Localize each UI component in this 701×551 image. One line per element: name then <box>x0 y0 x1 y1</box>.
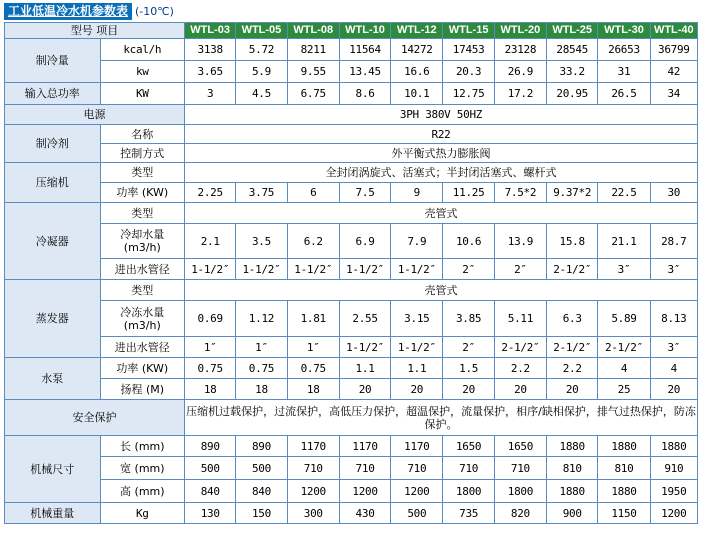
row-label <box>100 301 184 337</box>
compressor-type-value: 全封闭涡旋式、活塞式；半封闭活塞式、螺杆式 <box>185 163 698 183</box>
value-cell: 3″ <box>598 259 650 280</box>
value-cell: 18 <box>185 379 236 400</box>
table-row <box>5 358 698 379</box>
table-row <box>5 436 698 457</box>
value-cell: 0.75 <box>287 358 339 379</box>
value-cell: 1150 <box>598 503 650 524</box>
value-cell: 1880 <box>547 480 598 503</box>
value-cell: 20 <box>547 379 598 400</box>
table-row <box>5 203 698 224</box>
model-cell: WTL-03 <box>185 23 236 39</box>
value-cell: 26653 <box>598 39 650 61</box>
value-cell: 21.1 <box>598 224 650 259</box>
value-cell: 2.2 <box>494 358 546 379</box>
model-cell: WTL-25 <box>547 23 598 39</box>
row-label: 类型 <box>100 163 184 183</box>
value-cell: 17.2 <box>494 83 546 105</box>
value-cell: 15.8 <box>547 224 598 259</box>
value-cell: 3″ <box>650 337 697 358</box>
value-cell: 5.72 <box>236 39 287 61</box>
value-cell: 4 <box>650 358 697 379</box>
value-cell: 1″ <box>236 337 287 358</box>
value-cell: 4.5 <box>236 83 287 105</box>
value-cell: 810 <box>598 457 650 480</box>
value-cell: 430 <box>339 503 390 524</box>
table-row <box>5 39 698 61</box>
model-cell: WTL-12 <box>391 23 443 39</box>
value-cell: 3138 <box>185 39 236 61</box>
value-cell: 820 <box>494 503 546 524</box>
table-row <box>5 280 698 301</box>
category-safety: 安全保护 <box>5 400 185 436</box>
value-cell: 36799 <box>650 39 697 61</box>
row-label-unit: (m3/h) <box>123 241 161 254</box>
value-cell: 20 <box>391 379 443 400</box>
value-cell: 1.1 <box>391 358 443 379</box>
value-cell: 5.11 <box>494 301 546 337</box>
value-cell: 20 <box>494 379 546 400</box>
value-cell: 2-1/2″ <box>547 259 598 280</box>
row-label: 宽 (mm) <box>100 457 184 480</box>
value-cell: 1650 <box>494 436 546 457</box>
value-cell: 2.25 <box>185 183 236 203</box>
value-cell: 3.65 <box>185 61 236 83</box>
value-cell: 5.9 <box>236 61 287 83</box>
value-cell: 1950 <box>650 480 697 503</box>
table-row <box>5 183 698 203</box>
value-cell: 12.75 <box>443 83 494 105</box>
value-cell: 28.7 <box>650 224 697 259</box>
row-label <box>100 224 184 259</box>
value-cell: 20 <box>339 379 390 400</box>
value-cell: 33.2 <box>547 61 598 83</box>
table-row <box>5 125 698 144</box>
header-label: 型号 项目 <box>5 23 185 39</box>
row-label: 名称 <box>100 125 184 144</box>
value-cell: 11.25 <box>443 183 494 203</box>
value-cell: 1880 <box>650 436 697 457</box>
unit-cell: Kg <box>100 503 184 524</box>
row-label: 扬程 (M) <box>100 379 184 400</box>
model-cell: WTL-40 <box>650 23 697 39</box>
table-row <box>5 144 698 163</box>
value-cell: 31 <box>598 61 650 83</box>
table-row <box>5 61 698 83</box>
model-cell: WTL-20 <box>494 23 546 39</box>
value-cell: 710 <box>287 457 339 480</box>
value-cell: 1.5 <box>443 358 494 379</box>
value-cell: 1200 <box>339 480 390 503</box>
value-cell: 1200 <box>287 480 339 503</box>
value-cell: 2″ <box>494 259 546 280</box>
row-label-text: 冷却水量 <box>120 228 165 241</box>
value-cell: 710 <box>443 457 494 480</box>
value-cell: 25 <box>598 379 650 400</box>
value-cell: 1.12 <box>236 301 287 337</box>
refrigerant-name-value: R22 <box>185 125 698 144</box>
value-cell: 9 <box>391 183 443 203</box>
value-cell: 18 <box>287 379 339 400</box>
model-cell: WTL-10 <box>339 23 390 39</box>
value-cell: 8211 <box>287 39 339 61</box>
row-label: 控制方式 <box>100 144 184 163</box>
value-cell: 28545 <box>547 39 598 61</box>
value-cell: 1880 <box>547 436 598 457</box>
row-label: 功率 (KW) <box>100 183 184 203</box>
value-cell: 2.1 <box>185 224 236 259</box>
value-cell: 840 <box>236 480 287 503</box>
value-cell: 2″ <box>443 337 494 358</box>
value-cell: 710 <box>339 457 390 480</box>
category-input-power: 输入总功率 <box>5 83 101 105</box>
value-cell: 500 <box>185 457 236 480</box>
page-title: 工业低温冷水机参数表 <box>4 3 132 20</box>
table-row <box>5 259 698 280</box>
value-cell: 1-1/2″ <box>185 259 236 280</box>
value-cell: 2.2 <box>547 358 598 379</box>
model-cell: WTL-05 <box>236 23 287 39</box>
value-cell: 1-1/2″ <box>339 259 390 280</box>
value-cell: 14272 <box>391 39 443 61</box>
value-cell: 910 <box>650 457 697 480</box>
unit-cell: KW <box>100 83 184 105</box>
value-cell: 4 <box>598 358 650 379</box>
value-cell: 1880 <box>598 480 650 503</box>
value-cell: 500 <box>236 457 287 480</box>
model-cell: WTL-15 <box>443 23 494 39</box>
value-cell: 2-1/2″ <box>598 337 650 358</box>
value-cell: 20.3 <box>443 61 494 83</box>
value-cell: 0.75 <box>185 358 236 379</box>
value-cell: 7.5*2 <box>494 183 546 203</box>
category-power-supply: 电源 <box>5 105 185 125</box>
value-cell: 890 <box>236 436 287 457</box>
value-cell: 10.6 <box>443 224 494 259</box>
table-row <box>5 337 698 358</box>
category-dimensions: 机械尺寸 <box>5 436 101 503</box>
value-cell: 1800 <box>443 480 494 503</box>
value-cell: 1-1/2″ <box>391 259 443 280</box>
value-cell: 130 <box>185 503 236 524</box>
category-condenser: 冷凝器 <box>5 203 101 280</box>
category-pump: 水泵 <box>5 358 101 400</box>
value-cell: 735 <box>443 503 494 524</box>
table-row <box>5 224 698 259</box>
value-cell: 1″ <box>185 337 236 358</box>
table-row <box>5 457 698 480</box>
value-cell: 23128 <box>494 39 546 61</box>
value-cell: 5.89 <box>598 301 650 337</box>
value-cell: 18 <box>236 379 287 400</box>
value-cell: 9.37*2 <box>547 183 598 203</box>
value-cell: 13.9 <box>494 224 546 259</box>
unit-cell: kcal/h <box>100 39 184 61</box>
value-cell: 9.55 <box>287 61 339 83</box>
value-cell: 3.15 <box>391 301 443 337</box>
row-label: 类型 <box>100 280 184 301</box>
table-row <box>5 480 698 503</box>
value-cell: 710 <box>494 457 546 480</box>
value-cell: 3″ <box>650 259 697 280</box>
value-cell: 20.95 <box>547 83 598 105</box>
value-cell: 1-1/2″ <box>391 337 443 358</box>
category-refrigerant: 制冷剂 <box>5 125 101 163</box>
value-cell: 1-1/2″ <box>339 337 390 358</box>
value-cell: 2.55 <box>339 301 390 337</box>
row-label-text: 冷冻水量 <box>120 305 165 319</box>
value-cell: 3.5 <box>236 224 287 259</box>
condenser-type-value: 壳管式 <box>185 203 698 224</box>
safety-value: 压缩机过载保护，过流保护，高低压力保护，超温保护，流量保护，相序/缺相保护，排气过热保护，防冻保护。 <box>185 400 698 436</box>
model-cell: WTL-30 <box>598 23 650 39</box>
value-cell: 1170 <box>287 436 339 457</box>
value-cell: 710 <box>391 457 443 480</box>
value-cell: 30 <box>650 183 697 203</box>
value-cell: 22.5 <box>598 183 650 203</box>
value-cell: 2-1/2″ <box>494 337 546 358</box>
row-label: 进出水管径 <box>100 259 184 280</box>
value-cell: 26.9 <box>494 61 546 83</box>
value-cell: 1800 <box>494 480 546 503</box>
value-cell: 13.45 <box>339 61 390 83</box>
evaporator-type-value: 壳管式 <box>185 280 698 301</box>
value-cell: 0.69 <box>185 301 236 337</box>
value-cell: 0.75 <box>236 358 287 379</box>
value-cell: 1170 <box>339 436 390 457</box>
row-label: 长 (mm) <box>100 436 184 457</box>
value-cell: 42 <box>650 61 697 83</box>
table-row <box>5 83 698 105</box>
power-supply-value: 3PH 380V 50HZ <box>185 105 698 125</box>
row-label: 高 (mm) <box>100 480 184 503</box>
model-cell: WTL-08 <box>287 23 339 39</box>
row-label: 功率 (KW) <box>100 358 184 379</box>
value-cell: 1200 <box>391 480 443 503</box>
category-cooling: 制冷量 <box>5 39 101 83</box>
refrigerant-control-value: 外平衡式热力膨胀阀 <box>185 144 698 163</box>
unit-cell: kw <box>100 61 184 83</box>
category-evaporator: 蒸发器 <box>5 280 101 358</box>
value-cell: 6 <box>287 183 339 203</box>
value-cell: 1-1/2″ <box>287 259 339 280</box>
category-compressor: 压缩机 <box>5 163 101 203</box>
value-cell: 1880 <box>598 436 650 457</box>
value-cell: 7.9 <box>391 224 443 259</box>
value-cell: 2-1/2″ <box>547 337 598 358</box>
value-cell: 3.85 <box>443 301 494 337</box>
value-cell: 6.75 <box>287 83 339 105</box>
table-row <box>5 400 698 436</box>
value-cell: 900 <box>547 503 598 524</box>
value-cell: 26.5 <box>598 83 650 105</box>
table-row <box>5 301 698 337</box>
value-cell: 17453 <box>443 39 494 61</box>
value-cell: 840 <box>185 480 236 503</box>
value-cell: 8.13 <box>650 301 697 337</box>
value-cell: 3.75 <box>236 183 287 203</box>
row-label: 进出水管径 <box>100 337 184 358</box>
table-row <box>5 163 698 183</box>
value-cell: 6.9 <box>339 224 390 259</box>
value-cell: 7.5 <box>339 183 390 203</box>
spec-table <box>4 22 698 524</box>
value-cell: 890 <box>185 436 236 457</box>
value-cell: 1.81 <box>287 301 339 337</box>
value-cell: 10.1 <box>391 83 443 105</box>
value-cell: 34 <box>650 83 697 105</box>
page-subtitle: (-10℃) <box>135 4 174 18</box>
value-cell: 150 <box>236 503 287 524</box>
table-row <box>5 379 698 400</box>
title-bar <box>4 2 174 20</box>
value-cell: 300 <box>287 503 339 524</box>
value-cell: 16.6 <box>391 61 443 83</box>
value-cell: 500 <box>391 503 443 524</box>
value-cell: 2″ <box>443 259 494 280</box>
value-cell: 1200 <box>650 503 697 524</box>
value-cell: 6.3 <box>547 301 598 337</box>
value-cell: 11564 <box>339 39 390 61</box>
table-row <box>5 503 698 524</box>
value-cell: 20 <box>443 379 494 400</box>
value-cell: 3 <box>185 83 236 105</box>
table-row <box>5 105 698 125</box>
value-cell: 1650 <box>443 436 494 457</box>
value-cell: 1″ <box>287 337 339 358</box>
value-cell: 1.1 <box>339 358 390 379</box>
value-cell: 1170 <box>391 436 443 457</box>
row-label-unit: (m3/h) <box>123 318 161 332</box>
value-cell: 810 <box>547 457 598 480</box>
value-cell: 20 <box>650 379 697 400</box>
value-cell: 1-1/2″ <box>236 259 287 280</box>
value-cell: 8.6 <box>339 83 390 105</box>
category-weight: 机械重量 <box>5 503 101 524</box>
header-row <box>5 23 698 39</box>
row-label: 类型 <box>100 203 184 224</box>
value-cell: 6.2 <box>287 224 339 259</box>
